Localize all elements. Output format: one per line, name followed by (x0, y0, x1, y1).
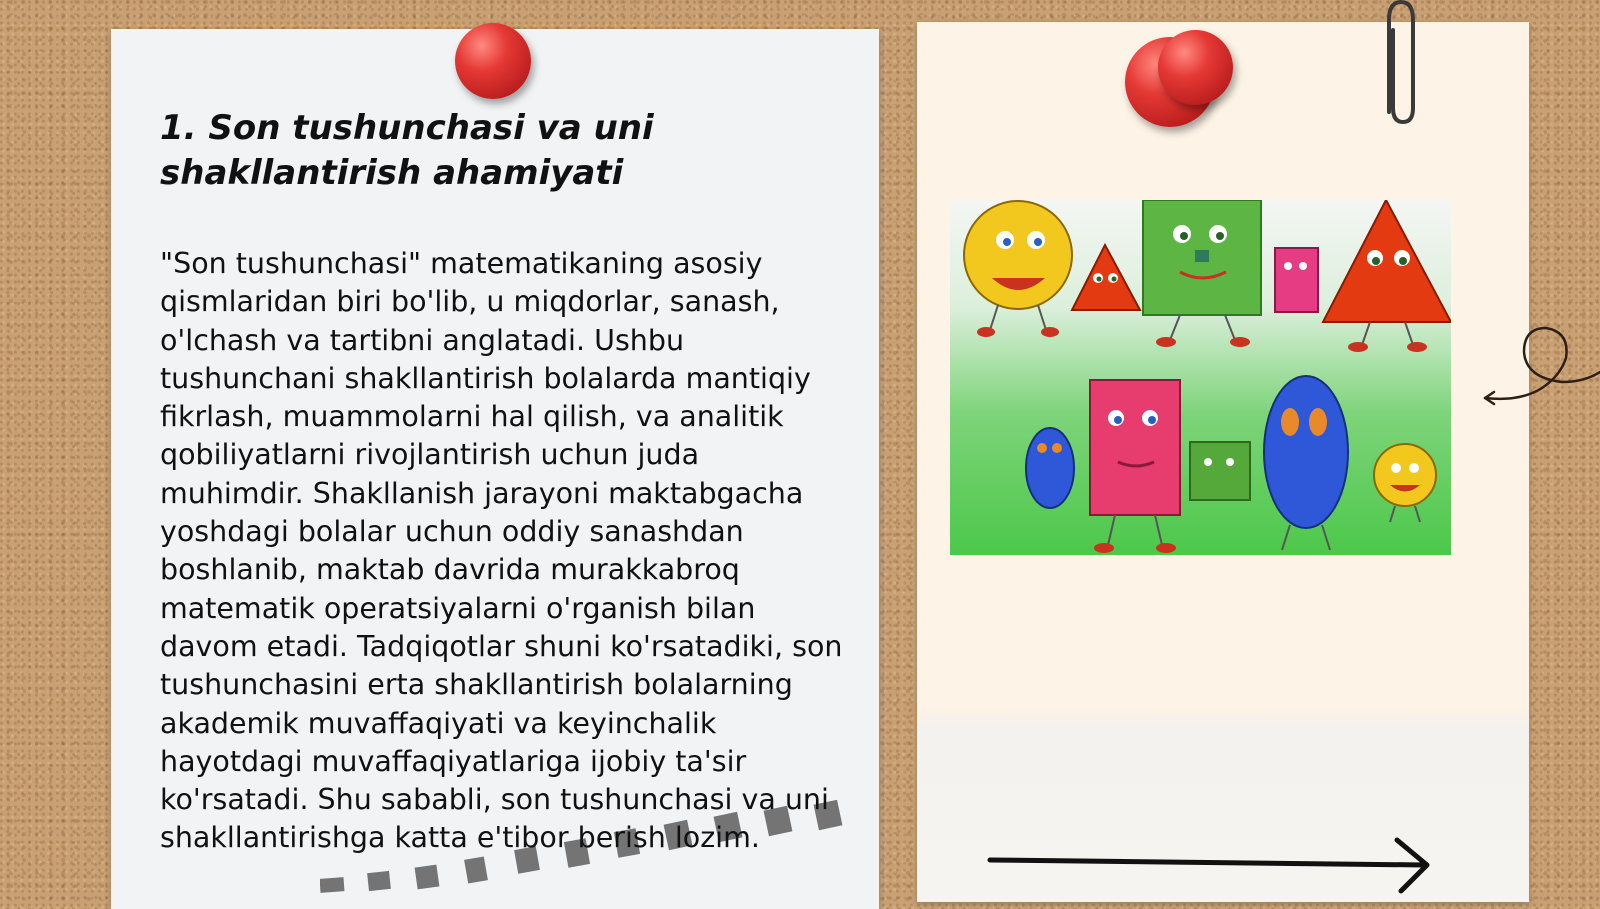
arrow-right-icon (985, 835, 1445, 895)
slide-title: 1. Son tushunchasi va uni shakllantirish ahamiyati (160, 108, 654, 193)
push-pin-icon (455, 23, 531, 99)
slide-body-text: "Son tushunchasi" matematikaning asosiy qismlaridan biri bo'lib, u miqdorlar, sanash, o'lchash va tartibni anglatadi. Ushbu tushunchani shakllantirish bolalarda mantiqiy fikrlash, muammolarni hal qilish, va analitik qobiliyatlarni rivojlantirish uchun juda muhimdir. Shakllanish jarayoni maktabgacha yoshdagi bolalar uchun oddiy sanashdan boshlanib, maktab davrida murakkabroq matematik operatsiyalarni o'rganish bilan davom etadi. Tadqiqotlar shuni ko'rsatadiki, son tushunchasini erta shakllantirish bolalarning akademik muvaffaqiyati va keyinchalik hayotdagi muvaffaqiyatlariga ijobiy ta'sir ko'rsatadi. Shu sababli, son tushunchasi va uni shakllantirishga katta e'tibor berish lozim. (160, 247, 843, 855)
geometric-shapes-cartoon-illustration (950, 200, 1451, 555)
push-pin-icon (1158, 30, 1233, 105)
paper-clip-icon (1375, 0, 1425, 130)
scribble-loop-icon (1480, 310, 1600, 410)
